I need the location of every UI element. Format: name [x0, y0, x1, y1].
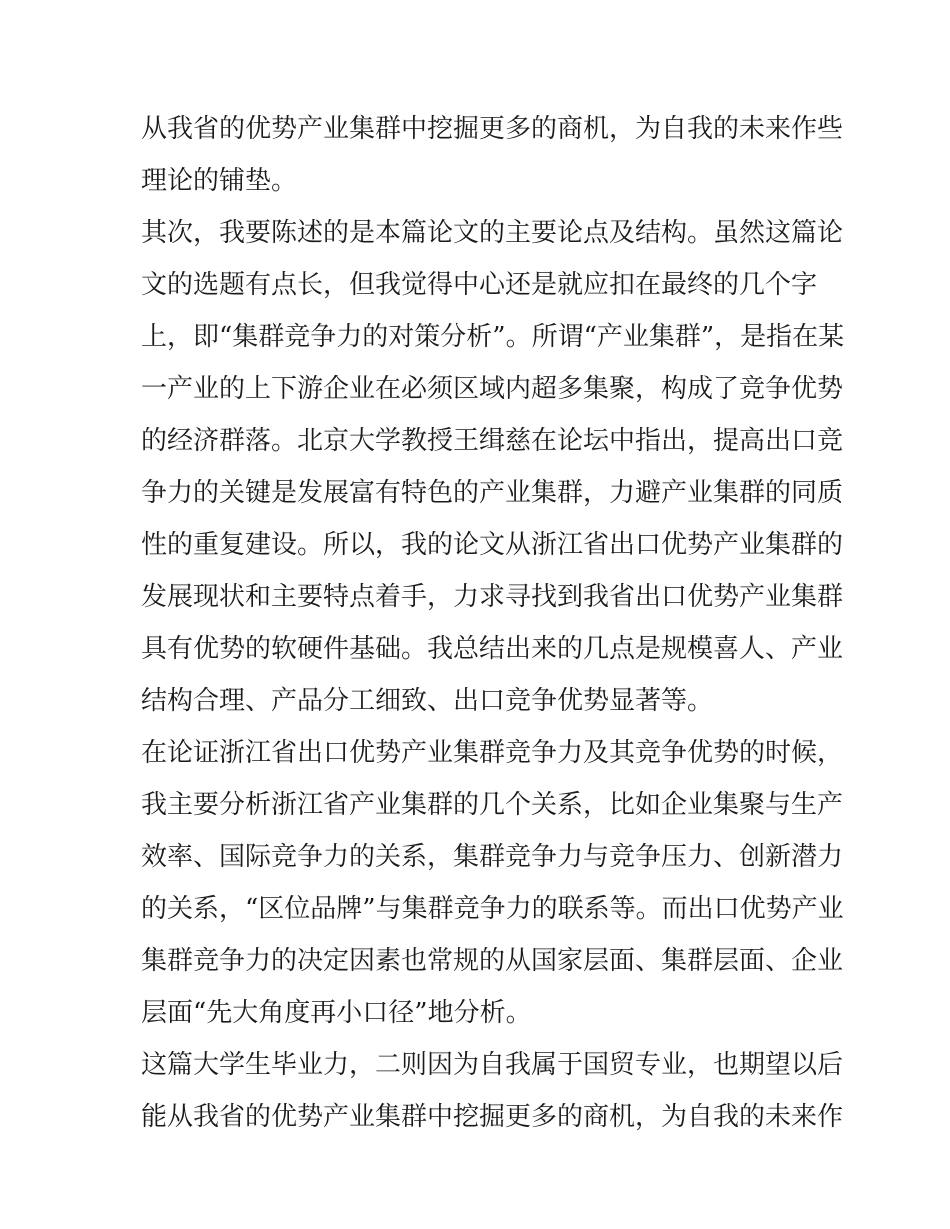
text-line: 我主要分析浙江省产业集群的几个关系，比如企业集聚与生产 [141, 790, 844, 820]
text-line: 的经济群落。北京大学教授王缉慈在论坛中指出，提高出口竞 [141, 426, 844, 456]
text-line: 这篇大学生毕业力，二则因为自我属于国贸专业，也期望以后 [141, 1050, 844, 1080]
text-line: 上，即“集群竞争力的对策分析”。所谓“产业集群”，是指在某 [141, 322, 845, 352]
text-line: 在论证浙江省出口优势产业集群竞争力及其竞争优势的时候， [141, 738, 844, 768]
text-line: 结构合理、产品分工细致、出口竞争优势显著等。 [141, 686, 714, 716]
text-line: 一产业的上下游企业在必须区域内超多集聚，构成了竞争优势 [141, 374, 844, 404]
text-line: 的关系，“区位品牌”与集群竞争力的联系等。而出口优势产业 [141, 894, 844, 924]
text-line: 争力的关键是发展富有特色的产业集群，力避产业集群的同质 [141, 478, 844, 508]
text-line: 集群竞争力的决定因素也常规的从国家层面、集群层面、企业 [141, 946, 844, 976]
text-line: 层面“先大角度再小口径”地分析。 [141, 998, 532, 1028]
text-line: 具有优势的软硬件基础。我总结出来的几点是规模喜人、产业 [141, 634, 844, 664]
text-line: 文的选题有点长，但我觉得中心还是就应扣在最终的几个字 [141, 270, 818, 300]
text-line: 其次，我要陈述的是本篇论文的主要论点及结构。虽然这篇论 [141, 218, 844, 248]
text-line: 效率、国际竞争力的关系，集群竞争力与竞争压力、创新潜力 [141, 842, 844, 872]
text-line: 能从我省的优势产业集群中挖掘更多的商机，为自我的未来作 [141, 1102, 844, 1132]
text-line: 理论的铺垫。 [141, 166, 298, 196]
text-line: 性的重复建设。所以，我的论文从浙江省出口优势产业集群的 [141, 530, 844, 560]
text-line: 发展现状和主要特点着手，力求寻找到我省出口优势产业集群 [141, 582, 844, 612]
text-line: 从我省的优势产业集群中挖掘更多的商机，为自我的未来作些 [141, 114, 844, 144]
